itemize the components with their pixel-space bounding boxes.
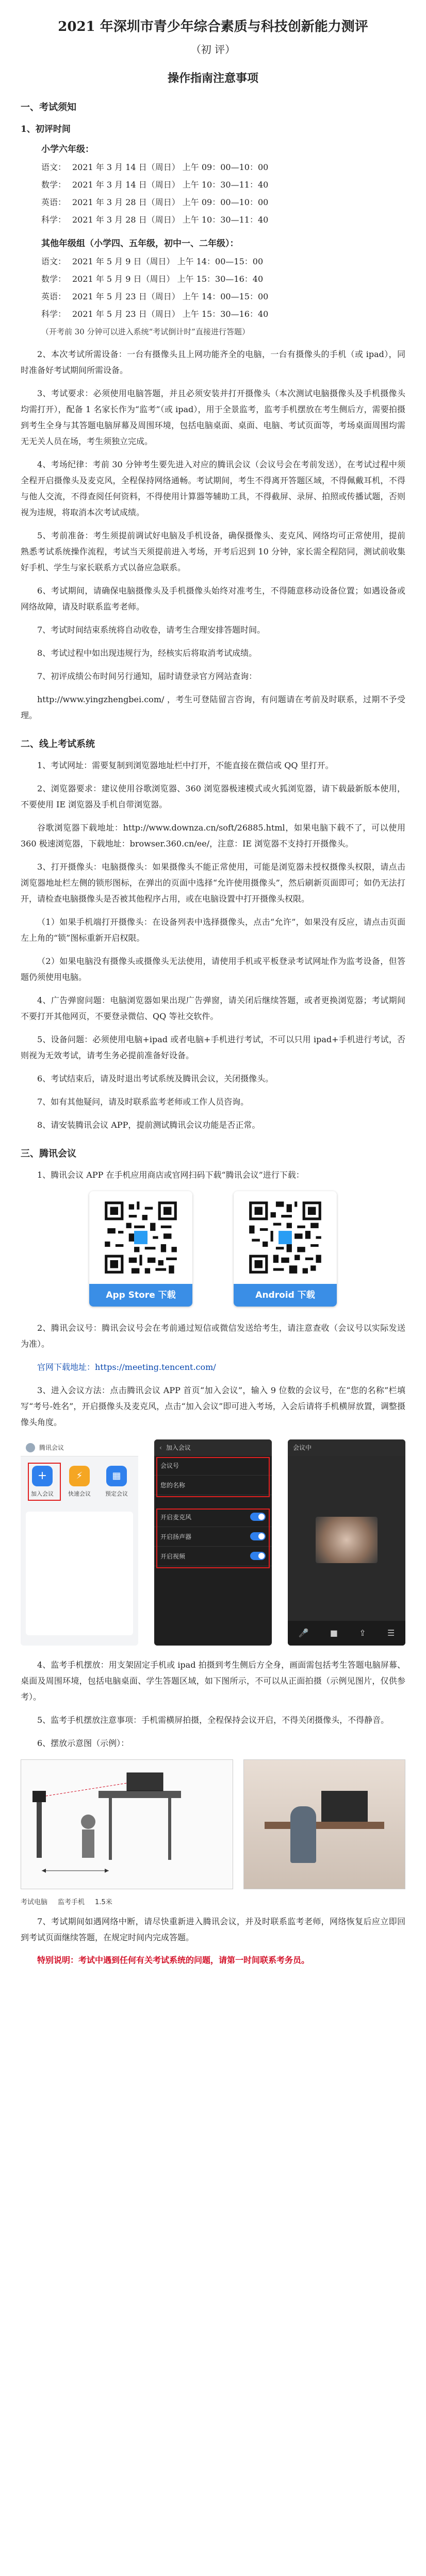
screenshot-in-meeting [288, 1439, 405, 1646]
quick-meeting-label: 快速会议 [68, 1490, 91, 1497]
paragraph: 7、如有其他疑问，请及时联系监考老师或工作人员咨询。 [37, 1096, 249, 1107]
doc-title: 操作指南注意事项 [167, 71, 258, 85]
schedule-line [41, 211, 405, 229]
page-subtitle: （初 评） [190, 43, 236, 56]
qr-code-icon [89, 1191, 192, 1284]
meeting-site-link[interactable]: 官网下载地址：https://meeting.tencent.com/ [37, 1362, 216, 1372]
quick-meeting-button[interactable] [68, 1466, 91, 1498]
paragraph: 7、考试期间如遇网络中断，请尽快重新进入腾讯会议，并及时联系监考老师，网络恢复后应立即回到考试页面继续答题，在规定时间内完成答题。 [21, 1916, 405, 1942]
android-download-label: Android 下载 [234, 1284, 337, 1307]
paragraph: http://www.yingzhengbei.com/ ，考生可登陆留言咨询，有问题请在考前及时联系，过期不予受理。 [21, 694, 405, 720]
highlight-box [28, 1463, 61, 1501]
schedule-line [41, 194, 405, 211]
highlight-box [156, 1509, 270, 1568]
schedule-note: （开考前 30 分钟可以进入系统“考试倒计时”直接进行答题） [41, 327, 250, 336]
paragraph: 5、监考手机摆放注意事项：手机需横屏拍摄，全程保持会议开启，不得关闭摄像头，不得静音。 [37, 1715, 389, 1725]
qr-card-appstore[interactable] [89, 1191, 192, 1307]
paragraph: 3、考试要求：必须使用电脑答题，并且必须安装并打开摄像头（本次测试电脑摄像头及手机摄像头均需打开），配备 1 名家长作为“监考”（或 ipad），用于全景监考，监考手机摆放在考生侧后方，需要拍摄到考生全身与其答题电脑屏幕及周围环境，包括电脑桌面、桌面、电脑、考试页面等，考场桌面周围均需无无关人员在场，考生须独立完成。 [21, 388, 405, 446]
subject-label: 英语： [41, 197, 67, 207]
schedule-meeting-button[interactable] [105, 1466, 128, 1498]
paragraph: 4、监考手机摆放：用支架固定手机或 ipad 拍摄到考生侧后方全身，画面需包括考生答题电脑屏幕、桌面及周围环境，包括电脑桌面、学生答题区域，如下图所示，不可以从正面拍摄（示例见图片，仅供参考）。 [21, 1659, 405, 1702]
subject-label: 科学： [41, 309, 67, 319]
paragraph: 3、打开摄像头：电脑摄像头：如果摄像头不能正常使用，可能是浏览器未授权摄像头权限，请点击浏览器地址栏左侧的锁形图标，在弹出的页面中选择“允许使用摄像头”，然后刷新页面即可；如仍无法打开，请检查电脑摄像头是否被其他程序占用，或在电脑设置中打开摄像头权限。 [21, 861, 405, 904]
option-label: 开启视频 [160, 1552, 186, 1560]
section-1-heading: 一、考试须知 [21, 101, 76, 113]
action-row [21, 1456, 138, 1507]
subject-label: 英语： [41, 291, 67, 301]
primary-schedule [21, 159, 405, 229]
student-shape [290, 1806, 316, 1863]
join-form [154, 1456, 272, 1495]
highlight-box [156, 1457, 270, 1497]
subject-label: 数学： [41, 179, 67, 190]
subject-time: 2021 年 3 月 28 日（周日） 上午 09：00—10：00 [72, 197, 269, 207]
setup-diagram [21, 1759, 233, 1889]
screenshot-join-meeting [154, 1439, 272, 1646]
quick-meeting-icon: ⚡ [69, 1466, 90, 1486]
monitor-shape [321, 1791, 368, 1822]
camera-icon[interactable]: ■ [330, 1628, 338, 1638]
section-3-heading: 三、腾讯会议 [21, 1148, 76, 1159]
schedule-line [41, 270, 405, 288]
paragraph: 6、摆放示意图（示例）： [37, 1738, 129, 1748]
schedule-heading: 1、初评时间 [21, 124, 71, 134]
paragraph: 7、初评成绩公布时间另行通知，届时请登录官方网站查询： [37, 671, 257, 681]
qr-code-icon [234, 1191, 337, 1284]
calendar-icon: ▦ [106, 1466, 127, 1486]
other-grade-heading: 其他年级组（小学四、五年级，初中一、二年级）： [41, 238, 239, 249]
video-tile [316, 1517, 378, 1563]
subject-time: 2021 年 5 月 23 日（周日） 上午 15：30—16：40 [72, 309, 269, 319]
app-bar [154, 1439, 272, 1456]
paragraph: （2）如果电脑没有摄像头或摄像头无法使用，请使用手机或平板登录考试网址作为监考设备，但答题仍须使用电脑。 [21, 956, 405, 982]
empty-list-area [26, 1512, 133, 1635]
paragraph: 8、请安装腾讯会议 APP，提前测试腾讯会议功能是否正常。 [37, 1120, 260, 1130]
schedule-line [41, 253, 405, 270]
screenshot-meeting-home [21, 1439, 138, 1646]
paragraph: 2、腾讯会议号：腾讯会议号会在考前通过短信或微信发送给考生，请注意查收（会议号以实际发送为准）。 [21, 1323, 405, 1349]
subject-time: 2021 年 5 月 9 日（周日） 上午 14：00—15：00 [72, 256, 264, 266]
diagram-label: 考试电脑 [21, 1898, 48, 1906]
meeting-screenshots [21, 1439, 405, 1646]
qr-card-android[interactable] [234, 1191, 337, 1307]
app-title: 腾讯会议 [39, 1444, 64, 1452]
paragraph: 1、腾讯会议 APP 在手机应用商店或官网扫码下载“腾讯会议”进行下载： [37, 1170, 304, 1180]
desk-shape [265, 1822, 384, 1829]
subject-time: 2021 年 3 月 14 日（周日） 上午 10：30—11：40 [72, 179, 269, 190]
setup-photo [243, 1759, 405, 1889]
screen-title: 会议中 [293, 1444, 312, 1452]
option-label: 开启扬声器 [160, 1533, 192, 1540]
schedule-line [41, 306, 405, 323]
paragraph: 4、广告弹窗问题：电脑浏览器如果出现广告弹窗，请关闭后继续答题，或者更换浏览器；考试期间不要打开其他网页，不要登录微信、QQ 等社交软件。 [21, 995, 405, 1021]
paragraph: 8、考试过程中如出现违规行为，经核实后将取消考试成绩。 [37, 648, 257, 658]
join-meeting-button[interactable] [31, 1466, 54, 1498]
other-schedule [21, 253, 405, 323]
schedule-meeting-label: 预定会议 [105, 1490, 128, 1497]
subject-label: 语文： [41, 256, 67, 266]
setup-illustrations [21, 1759, 405, 1889]
subject-label: 科学： [41, 214, 67, 225]
option-label: 开启麦克风 [160, 1513, 192, 1521]
diagram-label: 1.5米 [95, 1898, 112, 1906]
paragraph: 3、进入会议方法：点击腾讯会议 APP 首页“加入会议”，输入 9 位数的会议号，在“您的名称”栏填写“考号-姓名”，开启摄像头及麦克风，点击“加入会议”即可进入考场，入会后请将手机横屏放置，调整摄像头角度。 [21, 1385, 405, 1427]
qr-codes [21, 1191, 405, 1307]
schedule-line [41, 288, 405, 306]
subject-time: 2021 年 5 月 9 日（周日） 上午 15：30—16：40 [72, 274, 264, 284]
paragraph: （1）如果手机端打开摄像头：在设备列表中选择摄像头，点击“允许”，如果没有反应，请点击页面左上角的“锁”图标重新开启权限。 [21, 917, 405, 943]
special-note: 特别说明：考试中遇到任何有关考试系统的问题，请第一时间联系考务员。 [37, 1955, 310, 1965]
paragraph: 6、考试结束后，请及时退出考试系统及腾讯会议，关闭摄像头。 [37, 1073, 274, 1083]
field-label: 您的名称 [160, 1481, 186, 1489]
back-icon[interactable]: ‹ [159, 1444, 162, 1451]
page-title: 2021 年深圳市青少年综合素质与科技创新能力测评 [58, 19, 368, 35]
paragraph: 4、考场纪律：考前 30 分钟考生要先进入对应的腾讯会议（会议号会在考前发送），在考试过程中须全程开启摄像头及麦克风，全程保持网络通畅。考试期间，考生不得离开答题区域，不得佩戴耳机，不得与他人交流，不得查阅任何资料，不得使用计算器等辅助工具，不得截屏、录屏、拍照或传播试题，否则视为违规，将取消本次考试成绩。 [21, 459, 405, 517]
paragraph: 2、浏览器要求：建议使用谷歌浏览器、360 浏览器极速模式或火狐浏览器，请下载最新版本使用，不要使用 IE 浏览器及手机自带浏览器。 [21, 783, 405, 809]
share-icon[interactable]: ⇪ [359, 1628, 366, 1638]
join-meeting-label: 加入会议 [31, 1490, 54, 1497]
subject-label: 语文： [41, 162, 67, 172]
subject-time: 2021 年 3 月 14 日（周日） 上午 09：00—10：00 [72, 162, 269, 172]
paragraph: 6、考试期间，请确保电脑摄像头及手机摄像头始终对准考生，不得随意移动设备位置；如遇设备或网络故障，请及时联系监考老师。 [21, 585, 405, 612]
field-label: 会议号 [160, 1462, 179, 1469]
meeting-toolbar [288, 1621, 405, 1646]
subject-time: 2021 年 3 月 28 日（周日） 上午 10：30—11：40 [72, 214, 269, 225]
schedule-line [41, 159, 405, 176]
options-list [154, 1507, 272, 1566]
avatar [26, 1443, 35, 1452]
diagram-labels [21, 1896, 405, 1906]
paragraph: 7、考试时间结束系统将自动收卷，请考生合理安排答题时间。 [37, 624, 266, 635]
app-bar [21, 1439, 138, 1456]
primary-grade-heading: 小学六年级： [41, 144, 94, 155]
join-icon: + [32, 1466, 53, 1486]
mic-icon[interactable]: 🎤 [298, 1628, 309, 1638]
app-bar [288, 1439, 405, 1456]
subject-time: 2021 年 5 月 23 日（周日） 上午 14：00—15：00 [72, 291, 269, 301]
paragraph: 5、设备问题：必须使用电脑+ipad 或者电脑+手机进行考试，不可以只用 ipad+手机进行考试，否则视为无效考试，请考生务必提前准备好设备。 [21, 1034, 405, 1060]
diagram-label: 监考手机 [58, 1898, 85, 1906]
paragraph: 5、考前准备：考生须提前调试好电脑及手机设备，确保摄像头、麦克风、网络均可正常使用，提前熟悉考试系统操作流程，考试当天须提前进入考场，开考后迟到 10 分钟，家长需全程陪同，测试前收集好手机、学生与家长联系方式以备应急联系。 [21, 530, 405, 572]
paragraph: 1、考试网址：需要复制到浏览器地址栏中打开，不能直接在微信或 QQ 里打开。 [37, 760, 334, 770]
paragraph: 2、本次考试所需设备：一台有摄像头且上网功能齐全的电脑，一台有摄像头的手机（或 ipad），同时准备好考试期间所需设备。 [21, 349, 405, 375]
screen-title: 加入会议 [166, 1444, 191, 1452]
subject-label: 数学： [41, 274, 67, 284]
schedule-line [41, 176, 405, 194]
appstore-download-label: App Store 下载 [89, 1284, 192, 1307]
members-icon[interactable]: ☰ [387, 1628, 395, 1638]
section-2-heading: 二、线上考试系统 [21, 738, 95, 750]
download-links[interactable]: 谷歌浏览器下载地址：http://www.downza.cn/soft/26885.html，如果电脑下载不了，可以使用 360 极速浏览器，下载地址：browser.360.cn/ee/，注意：IE 浏览器不支持打开摄像头。 [21, 822, 405, 849]
